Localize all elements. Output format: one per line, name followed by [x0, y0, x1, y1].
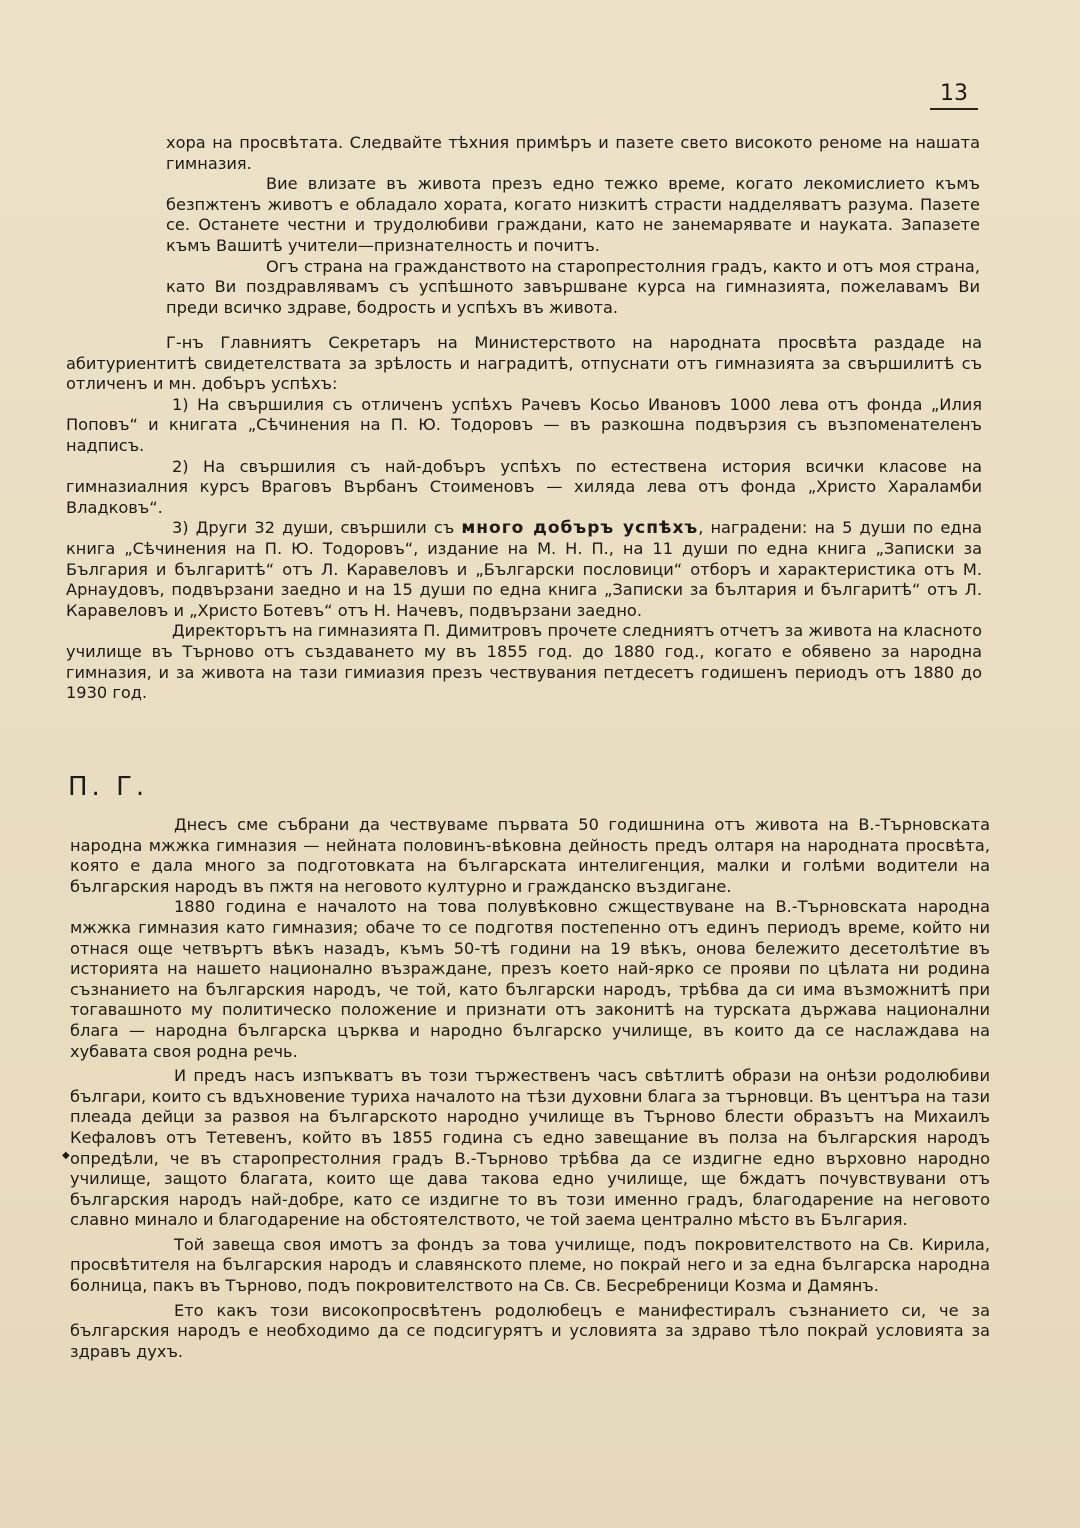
- paragraph-continuation: хора на просвѣтата. Следвайте тѣхния примѣръ и пазете свето високото реноме на нашата гимназия.: [166, 133, 980, 173]
- paragraph-award-2: 2) На свършилия съ най-добъръ успѣхъ по естествена история всички класове на гимназиалния курсъ Враговъ Върбанъ Стоименовъ — хиляда лева отъ фонда „Христо Хараламби Владковъ“.: [66, 456, 982, 517]
- paragraph-award-1: 1) На свършилия съ отличенъ успѣхъ Рачевъ Косьо Ивановъ 1000 лева отъ фонда „Илия Поповъ“ и книгата „Сѣчинения на П. Ю. Тодоровъ — въ разкошна подвързия съ възпоменателенъ надписъ.: [66, 394, 982, 455]
- award-3-start: 3) Други 32 души, свършили съ: [172, 518, 462, 538]
- speech-ending-section: [0, 133, 1080, 318]
- paragraph-secretary: Г-нъ Главниятъ Секретаръ на Министерството на народната просвѣта раздаде на абитуриентитѣ свидетелствата за зрѣлость и наградитѣ, отпуснати отъ гимназията за свършилитѣ съ отличенъ и мн. добъръ успѣхъ:: [66, 333, 982, 394]
- section-heading: П. Г.: [68, 772, 149, 802]
- page-number: 13: [930, 80, 978, 110]
- paragraph-congratulations: Огъ страна на гражданството на старопрестолния градъ, както и отъ моя страна, като Ви поздравлявамъ съ успѣшното завършване курса на гимназията, пожелавамъ Ви преди всичко здраве, бодрость и успѣхъ въ живота.: [166, 256, 980, 317]
- award-3-bold: много добъръ успѣхъ: [461, 518, 699, 539]
- paragraph-director: Директорътъ на гимназията П. Димитровъ прочете следниятъ отчетъ за живота на класното училище въ Търново отъ създаването му въ 1855 год. до 1880 год., когато е обявено за народна гимназия, и за живота на тази гимиазия презъ чествувания петдесетъ годишенъ периодъ отъ 1880 до 1930 год.: [66, 621, 982, 703]
- speech-paragraph-4: Той завеща своя имотъ за фондъ за това училище, подъ покровителството на Св. Кирила, просвѣтителя на българския народъ и славянското племе, но покрай него и за една българска народна болница, пакъ въ Търново, подъ покровителството на Св. Св. Бесребреници Козма и Дамянъ.: [70, 1234, 990, 1296]
- paragraph-award-3: [0, 518, 1080, 621]
- speech-paragraph-2: 1880 година е началото на това полувѣковно сжществуване на В.-Търновската народна мжжка гимназия като гимназия; обаче то се подготвя постепенно отъ единъ периодъ време, който ни отнася още четвъртъ вѣкъ назадъ, къмъ 50-тѣ години на 19 вѣкъ, онова бележито десетолѣтие въ историята на нашето национално възраждане, презъ което най-ярко се прояви по цѣлата ни родина съзнанието на българския народъ, че той, като български народъ, трѣбва да си има възможнитѣ при тогавашното му политическо положение и признати отъ законитѣ на турската държава национални блага — народна българска църква и народно българско училище, въ които да се наслаждава на хубавата своя родна речь.: [70, 897, 990, 1061]
- awards-section: [0, 333, 1080, 704]
- margin-mark-icon: ◆: [62, 1150, 70, 1161]
- director-speech-section: [0, 815, 1080, 1362]
- speech-paragraph-5: Ето какъ този високопросвѣтенъ родолюбецъ е манифестиралъ съзнанието си, че за българския народъ е необходимо да се подсигурятъ и условията за здраво тѣло покрай условията за здравъ духъ.: [70, 1300, 990, 1361]
- paragraph-advice: Вие влизате въ живота презъ едно тежко време, когато лекомислието къмъ безпжтенъ животъ е обладало хората, когато низкитѣ страсти надделяватъ разума. Пазете се. Останете честни и трудолюбиви граждани, като не занемарявате и науката. Запазете къмъ Вашитѣ учители—признателность и почитъ.: [166, 174, 980, 255]
- award-3-end: , наградени: на 5 души по една книга „Сѣчинения на П. Ю. Тодоровъ“, издание на М. Н. П., на 11 души по една книга „Записки за България и българитѣ“ отъ Л. Каравеловъ и „Български пословици“ отборъ и характеристика отъ М. Арнаудовъ, подвързани заедно и на 15 души по една книга „Записки за бълтария и българитѣ“ отъ Л. Каравеловъ и „Христо Ботевъ“ отъ Н. Начевъ, подвързани заедно.: [66, 518, 982, 620]
- speech-paragraph-3: И предъ насъ изпъкватъ въ този тържественъ часъ свѣтлитѣ образи на онѣзи родолюбиви българи, които съ вдъхновение туриха началото на тѣзи духовни блага за търновци. Въ центъра на тази плеада дейци за развоя на българското народно училище въ Търново блести образътъ на Михаилъ Кефаловъ отъ Тетевенъ, който въ 1855 година съ едно завещание въ полза на българския народъ опредѣли, че въ старопрестолния градъ В.-Търново трѣбва да се издигне едно върховно народно училище, защото благата, които ще дава такова едно училище, ще бждатъ почувствувани отъ българския народъ най-добре, като се издигне то въ този именно градъ, благодарение на неговото славно минало и благодарение на обстоятелството, че той заема централно мѣсто въ България.: [70, 1066, 990, 1230]
- speech-paragraph-1: Днесъ сме събрани да чествуваме първата 50 годишнина отъ живота на В.-Търновската народна мжжка гимназия — нейната половинъ-вѣковна дейность предъ олтаря на народната просвѣта, която е дала много за подготовката на българската интелигенция, малки и голѣми водители на българския народъ въ пжтя на неговото културно и гражданско въздигане.: [70, 815, 990, 896]
